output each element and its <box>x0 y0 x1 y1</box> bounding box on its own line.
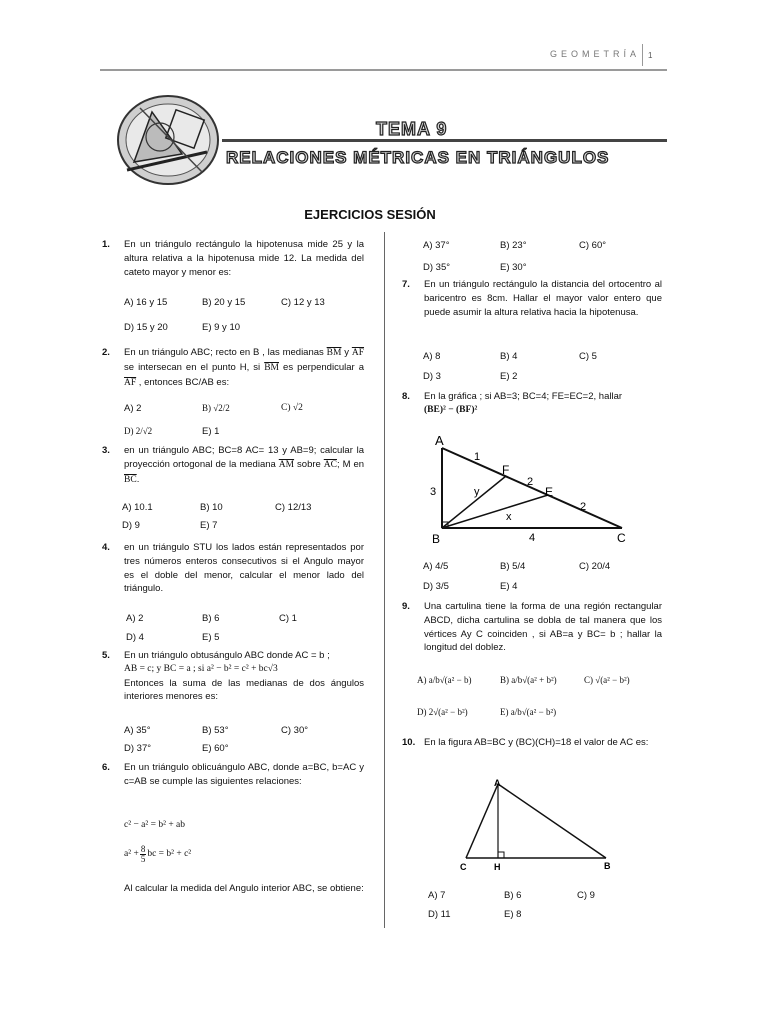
length-label: 2 <box>580 501 587 513</box>
option-b: B) 53° <box>202 725 229 736</box>
option-e: E) 4 <box>500 581 518 592</box>
question-text: , entonces BC/AB es: <box>136 376 230 388</box>
segment-label: x <box>506 511 512 523</box>
question-9 <box>402 600 662 655</box>
question-text: ; M en <box>336 458 365 470</box>
option-c: C) 30° <box>281 725 309 736</box>
question-text: Entonces la suma de las medianas de dos ángulos interiores menores es: <box>124 677 364 703</box>
option-e: E) 5 <box>202 632 220 643</box>
question-text: sobre <box>294 458 324 470</box>
option-b: B) 10 <box>200 502 223 513</box>
option-b: B) 4 <box>500 351 518 362</box>
segment-ac: $\overline{AC}$ <box>323 459 337 470</box>
vertex-label: B <box>432 532 441 546</box>
length-label: 1 <box>474 451 481 463</box>
segment-bc: $\overline{BC}$ <box>124 474 137 485</box>
question-1 <box>102 238 364 279</box>
option-e: E) 7 <box>200 520 218 531</box>
option-d: D) 2/√2 <box>124 426 153 436</box>
question-number: 6. <box>102 762 110 773</box>
question-5 <box>102 649 364 704</box>
question-text: en un triángulo ABC; BC=8 AC= 13 y AB=9; calcular la proyección ortogonal de la mediana <box>124 445 364 470</box>
question-6 <box>102 761 364 789</box>
figure-triangle-ach <box>456 776 616 876</box>
question-number: 3. <box>102 445 110 456</box>
option-e: E) 30° <box>500 262 527 273</box>
question-text: En un triángulo rectángulo la hipotenusa mide 25 y la altura relativa a la hipotenusa mide 12. La medida del cateto mayor y menor es: <box>124 239 364 278</box>
question-4 <box>102 541 364 596</box>
option-d: D) 4 <box>126 632 144 643</box>
question-text: es perpendicular a <box>279 361 364 373</box>
option-d: D) 15 y 20 <box>124 322 168 333</box>
option-b: B) 5/4 <box>500 561 526 572</box>
option-c: C) √2 <box>281 403 303 413</box>
question-7 <box>402 278 662 319</box>
question-number: 9. <box>402 601 410 612</box>
question-text: En un triángulo rectángulo la distancia del ortocentro al baricentro es 8cm. Hallar el mayor valor entero que puede asumir la altura relativa hacia la hipotenusa. <box>424 279 662 318</box>
equation-part: bc = b² + c² <box>147 849 192 860</box>
question-2 <box>102 346 365 390</box>
vertex-label: F <box>502 463 510 477</box>
section-title: EJERCICIOS SESIÓN <box>304 207 436 222</box>
option-e: E) 8 <box>504 909 522 920</box>
segment-bm: $\overline{BM}$ <box>326 348 342 358</box>
fraction-denominator: 5 <box>140 854 146 865</box>
option-e: E) 60° <box>202 743 229 754</box>
equation-2 <box>124 845 191 865</box>
question-expression: (BE)² − (BF)² <box>424 404 478 415</box>
vertex-label: B <box>604 861 611 871</box>
fraction <box>140 845 147 865</box>
option-d: D) 3 <box>423 371 441 382</box>
question-number: 8. <box>402 391 410 402</box>
option-a: A) 35° <box>124 725 151 736</box>
page-number: 1 <box>648 51 653 60</box>
question-text: Una cartulina tiene la forma de una región rectangular ABCD, dicha cartulina se dobla de tal manera que los vértices Ay C coinciden , si AB=a y BC= b ; hallar la longitud del doblez. <box>424 601 662 654</box>
question-10 <box>402 736 662 750</box>
segment-af: $\overline{AF}$ <box>124 377 137 388</box>
header-separator <box>642 44 643 66</box>
question-text: . <box>136 473 140 485</box>
length-label: 3 <box>430 486 437 498</box>
option-a: A) 2 <box>124 403 142 414</box>
question-8 <box>402 390 662 418</box>
length-label: 2 <box>527 476 534 488</box>
question-text: En un triángulo obtusángulo ABC donde AC = b ; <box>124 650 330 661</box>
option-c: C) 1 <box>279 613 297 624</box>
length-label: 4 <box>529 532 536 544</box>
option-a: A) 2 <box>126 613 144 624</box>
vertex-label: H <box>494 862 501 872</box>
option-d: D) 11 <box>428 909 451 920</box>
segment-af: $\overline{AF}$ <box>351 348 365 358</box>
tema-title: TEMA 9 <box>376 119 448 139</box>
option-c: C) 12/13 <box>275 502 312 513</box>
option-c: C) √(a² − b²) <box>584 675 630 685</box>
option-b: B) 23° <box>500 240 527 251</box>
header-rule <box>100 69 667 71</box>
vertex-label: C <box>460 862 467 872</box>
option-e: E) 2 <box>500 371 518 382</box>
question-text: En un triángulo ABC; recto en B , las medianas <box>124 347 324 358</box>
vertex-label: C <box>617 531 626 545</box>
option-c: C) 60° <box>579 240 607 251</box>
equation-1: c² − a² = b² + ab <box>124 820 186 830</box>
question-number: 1. <box>102 239 110 250</box>
column-divider <box>384 232 385 928</box>
question-text: se intersecan en el punto H, si <box>124 361 265 373</box>
segment-bm: $\overline{BM}$ <box>264 362 279 373</box>
option-e: E) 1 <box>202 426 220 437</box>
question-number: 7. <box>402 279 410 290</box>
option-a: A) a/b√(a² − b) <box>417 675 472 685</box>
question-text: En un triángulo oblicuángulo ABC, donde a=BC, b=AC y c=AB se cumple las siguientes relaciones: <box>124 762 364 787</box>
question-text: En la gráfica ; si AB=3; BC=4; FE=EC=2, hallar <box>424 391 623 402</box>
question-number: 10. <box>402 737 416 748</box>
option-a: A) 16 y 15 <box>124 297 168 308</box>
option-b: B) 20 y 15 <box>202 297 246 308</box>
question-3 <box>102 444 365 487</box>
question-text: en un triángulo STU los lados están representados por tres números enteros consecutivos si el Angulo mayor es el doble del menor, calcular el menor lado del triángulo. <box>124 542 364 595</box>
option-a: A) 8 <box>423 351 441 362</box>
topic-title: RELACIONES MÉTRICAS EN TRIÁNGULOS <box>226 148 610 167</box>
option-a: A) 4/5 <box>423 561 449 572</box>
option-e: E) 9 y 10 <box>202 322 241 333</box>
question-text: y <box>341 347 352 358</box>
vertex-label: A <box>494 778 501 788</box>
question-number: 5. <box>102 650 110 661</box>
option-c: C) 12 y 13 <box>281 297 325 308</box>
question-equation: AB = c; y BC = a ; si a² − b² = c² + bc√3 <box>124 663 278 674</box>
vertex-label: A <box>435 433 444 448</box>
question-number: 4. <box>102 542 110 553</box>
option-c: C) 5 <box>579 351 597 362</box>
segment-label: y <box>474 486 480 498</box>
option-e: E) a/b√(a² − b²) <box>500 707 557 717</box>
option-a: A) 37° <box>423 240 450 251</box>
option-d: D) 3/5 <box>423 581 449 592</box>
question-text: En la figura AB=BC y (BC)(CH)=18 el valor de AC es: <box>424 737 649 748</box>
vertex-label: E <box>545 485 554 499</box>
question-6-prompt: Al calcular la medida del Angulo interior ABC, se obtiene: <box>124 883 364 894</box>
option-b: B) 6 <box>202 613 220 624</box>
equation-part: a² + <box>124 849 139 860</box>
option-d: D) 9 <box>122 520 140 531</box>
figure-triangle-abc <box>428 430 638 548</box>
option-b: B) 6 <box>504 890 522 901</box>
fraction-numerator: 8 <box>140 844 146 854</box>
option-c: C) 9 <box>577 890 595 901</box>
option-c: C) 20/4 <box>579 561 611 572</box>
option-d: D) 37° <box>124 743 152 754</box>
header-title: GEOMETRÍA <box>549 49 640 59</box>
option-b: B) a/b√(a² + b²) <box>500 675 557 685</box>
geometry-logo-icon <box>112 92 224 187</box>
option-d: D) 35° <box>423 262 451 273</box>
option-a: A) 7 <box>428 890 446 901</box>
segment-am: $\overline{AM}$ <box>278 459 295 470</box>
question-number: 2. <box>102 347 110 358</box>
option-d: D) 2√(a² − b²) <box>417 707 468 717</box>
option-b: B) √2/2 <box>202 403 230 413</box>
option-a: A) 10.1 <box>122 502 153 513</box>
